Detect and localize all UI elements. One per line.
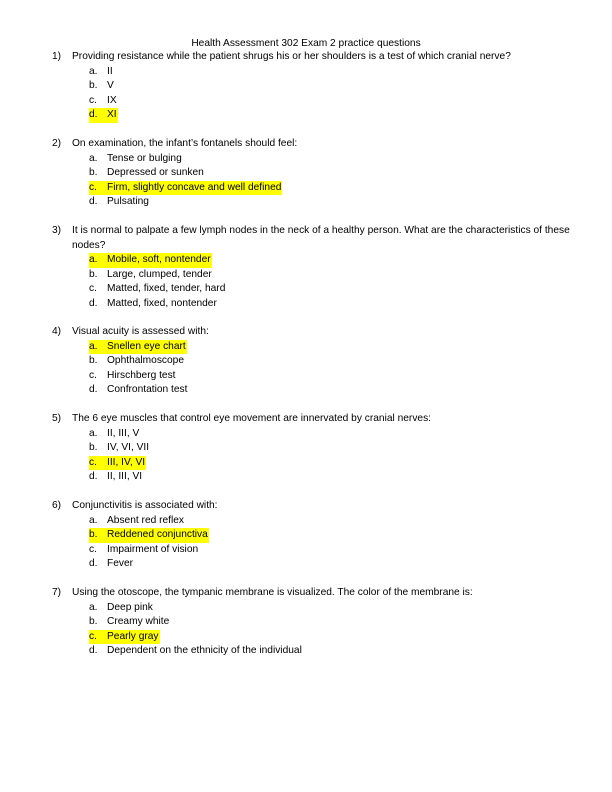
answer-option-content: [89, 195, 150, 210]
option-letter: a.: [89, 514, 98, 526]
option-text: II: [107, 65, 113, 77]
answer-option: [52, 615, 572, 630]
answer-option-content: [89, 427, 140, 442]
answer-option: [52, 369, 572, 384]
option-text: II, III, V: [107, 427, 140, 439]
option-text: Mobile, soft, nontender: [107, 254, 211, 266]
option-text: II, III, VI: [107, 471, 143, 483]
option-text: Fever: [107, 558, 134, 570]
option-text: Hirschberg test: [107, 369, 176, 381]
answer-option: [52, 528, 572, 543]
option-text: Dependent on the ethnicity of the individual: [107, 645, 302, 657]
option-text: IV, VI, VII: [107, 442, 150, 454]
answer-option: [52, 79, 572, 94]
option-text: Pearly gray: [107, 630, 159, 642]
answer-option-content: [89, 152, 183, 167]
answer-option-content: [89, 65, 114, 80]
option-text: Snellen eye chart: [107, 340, 186, 352]
answer-option: [52, 383, 572, 398]
answer-option-content: [89, 557, 134, 572]
question-stem: [52, 50, 572, 65]
option-letter: c.: [89, 456, 97, 468]
answer-option-content: [89, 268, 213, 283]
answer-option-content: [89, 166, 205, 181]
answer-option-content: [89, 282, 226, 297]
option-letter: d.: [89, 471, 98, 483]
answer-option-content: [89, 94, 118, 109]
document-title: Health Assessment 302 Exam 2 practice questions: [191, 38, 421, 49]
question-stem: [52, 499, 572, 514]
question-text: On examination, the infant’s fontanels should feel:: [72, 138, 298, 149]
option-text: Matted, fixed, tender, hard: [107, 283, 226, 295]
option-text: Deep pink: [107, 601, 153, 613]
option-text: Tense or bulging: [107, 152, 182, 164]
option-text: XI: [107, 109, 117, 121]
question-item: [52, 325, 572, 398]
question-number: 2): [52, 138, 62, 149]
answer-option: [52, 195, 572, 210]
option-text: Pulsating: [107, 196, 149, 208]
option-letter: b.: [89, 616, 98, 628]
option-letter: c.: [89, 543, 97, 555]
answer-option: [52, 181, 572, 196]
question-stem: [52, 412, 572, 427]
option-text: V: [107, 80, 114, 92]
question-number: 7): [52, 587, 62, 598]
option-text: Firm, slightly concave and well defined: [107, 181, 282, 193]
option-letter: a.: [89, 427, 98, 439]
answer-options: [52, 65, 572, 123]
option-letter: c.: [89, 94, 97, 106]
answer-option-content: [89, 514, 185, 529]
question-text: The 6 eye muscles that control eye movement are innervated by cranial nerves:: [72, 413, 432, 424]
answer-option: [52, 166, 572, 181]
question-number: 6): [52, 500, 62, 511]
answer-options: [52, 152, 572, 210]
option-text: Confrontation test: [107, 384, 188, 396]
answer-option-content: [89, 354, 185, 369]
option-text: Ophthalmoscope: [107, 355, 185, 367]
answer-options: [52, 514, 572, 572]
option-letter: b.: [89, 167, 98, 179]
answer-options: [52, 340, 572, 398]
answer-option: [52, 644, 572, 659]
option-letter: d.: [89, 297, 98, 309]
question-text: It is normal to palpate a few lymph nodes in the neck of a healthy person. What are the characteristics of these nodes?: [72, 225, 570, 251]
answer-option: [52, 340, 572, 355]
option-letter: d.: [89, 109, 98, 121]
question-number: 4): [52, 326, 62, 337]
answer-option-content: [89, 441, 150, 456]
question-text: Using the otoscope, the tympanic membrane is visualized. The color of the membrane is:: [72, 587, 473, 598]
answer-option: [52, 601, 572, 616]
answer-option: [52, 441, 572, 456]
answer-option: [52, 65, 572, 80]
answer-option-content: [89, 297, 218, 312]
option-letter: a.: [89, 254, 98, 266]
answer-option: [52, 268, 572, 283]
question-stem: [52, 325, 572, 340]
question-item: [52, 137, 572, 210]
option-text: Reddened conjunctiva: [107, 529, 208, 541]
answer-option: [52, 557, 572, 572]
answer-option-content: [89, 470, 143, 485]
answer-option: [52, 470, 572, 485]
question-item: [52, 586, 572, 659]
question-stem: [52, 224, 572, 253]
answer-options: [52, 427, 572, 485]
answer-option-content: [89, 79, 115, 94]
option-letter: b.: [89, 80, 98, 92]
option-text: III, IV, VI: [107, 456, 146, 468]
answer-option: [52, 282, 572, 297]
option-letter: d.: [89, 196, 98, 208]
option-letter: b.: [89, 442, 98, 454]
answer-options: [52, 253, 572, 311]
question-item: [52, 499, 572, 572]
option-text: Absent red reflex: [107, 514, 185, 526]
option-letter: c.: [89, 181, 97, 193]
answer-option: [52, 456, 572, 471]
option-letter: c.: [89, 369, 97, 381]
answer-option-content: [89, 383, 188, 398]
answer-option: [52, 543, 572, 558]
answer-option: [52, 630, 572, 645]
answer-option: [52, 94, 572, 109]
option-letter: d.: [89, 645, 98, 657]
answer-option: [52, 514, 572, 529]
question-stem: [52, 137, 572, 152]
option-letter: c.: [89, 630, 97, 642]
answer-option-content: [89, 543, 199, 558]
correct-answer-highlight: [89, 253, 212, 268]
option-letter: b.: [89, 529, 98, 541]
option-letter: a.: [89, 65, 98, 77]
correct-answer-highlight: [89, 181, 282, 196]
answer-option-content: [89, 615, 170, 630]
correct-answer-highlight: [89, 630, 160, 645]
option-text: Large, clumped, tender: [107, 268, 212, 280]
answer-options: [52, 601, 572, 659]
correct-answer-highlight: [89, 340, 187, 355]
answer-option-content: [89, 644, 303, 659]
correct-answer-highlight: [89, 528, 209, 543]
question-item: [52, 50, 572, 123]
answer-option-content: [89, 601, 154, 616]
option-text: Depressed or sunken: [107, 167, 204, 179]
option-text: IX: [107, 94, 117, 106]
option-letter: d.: [89, 384, 98, 396]
answer-option: [52, 354, 572, 369]
question-number: 1): [52, 51, 62, 62]
option-letter: b.: [89, 355, 98, 367]
option-letter: c.: [89, 283, 97, 295]
option-text: Creamy white: [107, 616, 170, 628]
question-text: Visual acuity is assessed with:: [72, 326, 209, 337]
option-letter: d.: [89, 558, 98, 570]
option-letter: a.: [89, 152, 98, 164]
option-letter: a.: [89, 601, 98, 613]
question-text: Providing resistance while the patient shrugs his or her shoulders is a test of which cranial nerve?: [72, 51, 511, 62]
option-text: Matted, fixed, nontender: [107, 297, 217, 309]
answer-option: [52, 253, 572, 268]
answer-option: [52, 152, 572, 167]
option-text: Impairment of vision: [107, 543, 199, 555]
question-text: Conjunctivitis is associated with:: [72, 500, 218, 511]
correct-answer-highlight: [89, 456, 146, 471]
option-letter: a.: [89, 340, 98, 352]
question-number: 5): [52, 413, 62, 424]
question-number: 3): [52, 225, 62, 236]
question-stem: [52, 586, 572, 601]
answer-option: [52, 297, 572, 312]
question-item: [52, 224, 572, 312]
answer-option: [52, 427, 572, 442]
option-letter: b.: [89, 268, 98, 280]
question-item: [52, 412, 572, 485]
correct-answer-highlight: [89, 108, 118, 123]
answer-option: [52, 108, 572, 123]
answer-option-content: [89, 369, 177, 384]
